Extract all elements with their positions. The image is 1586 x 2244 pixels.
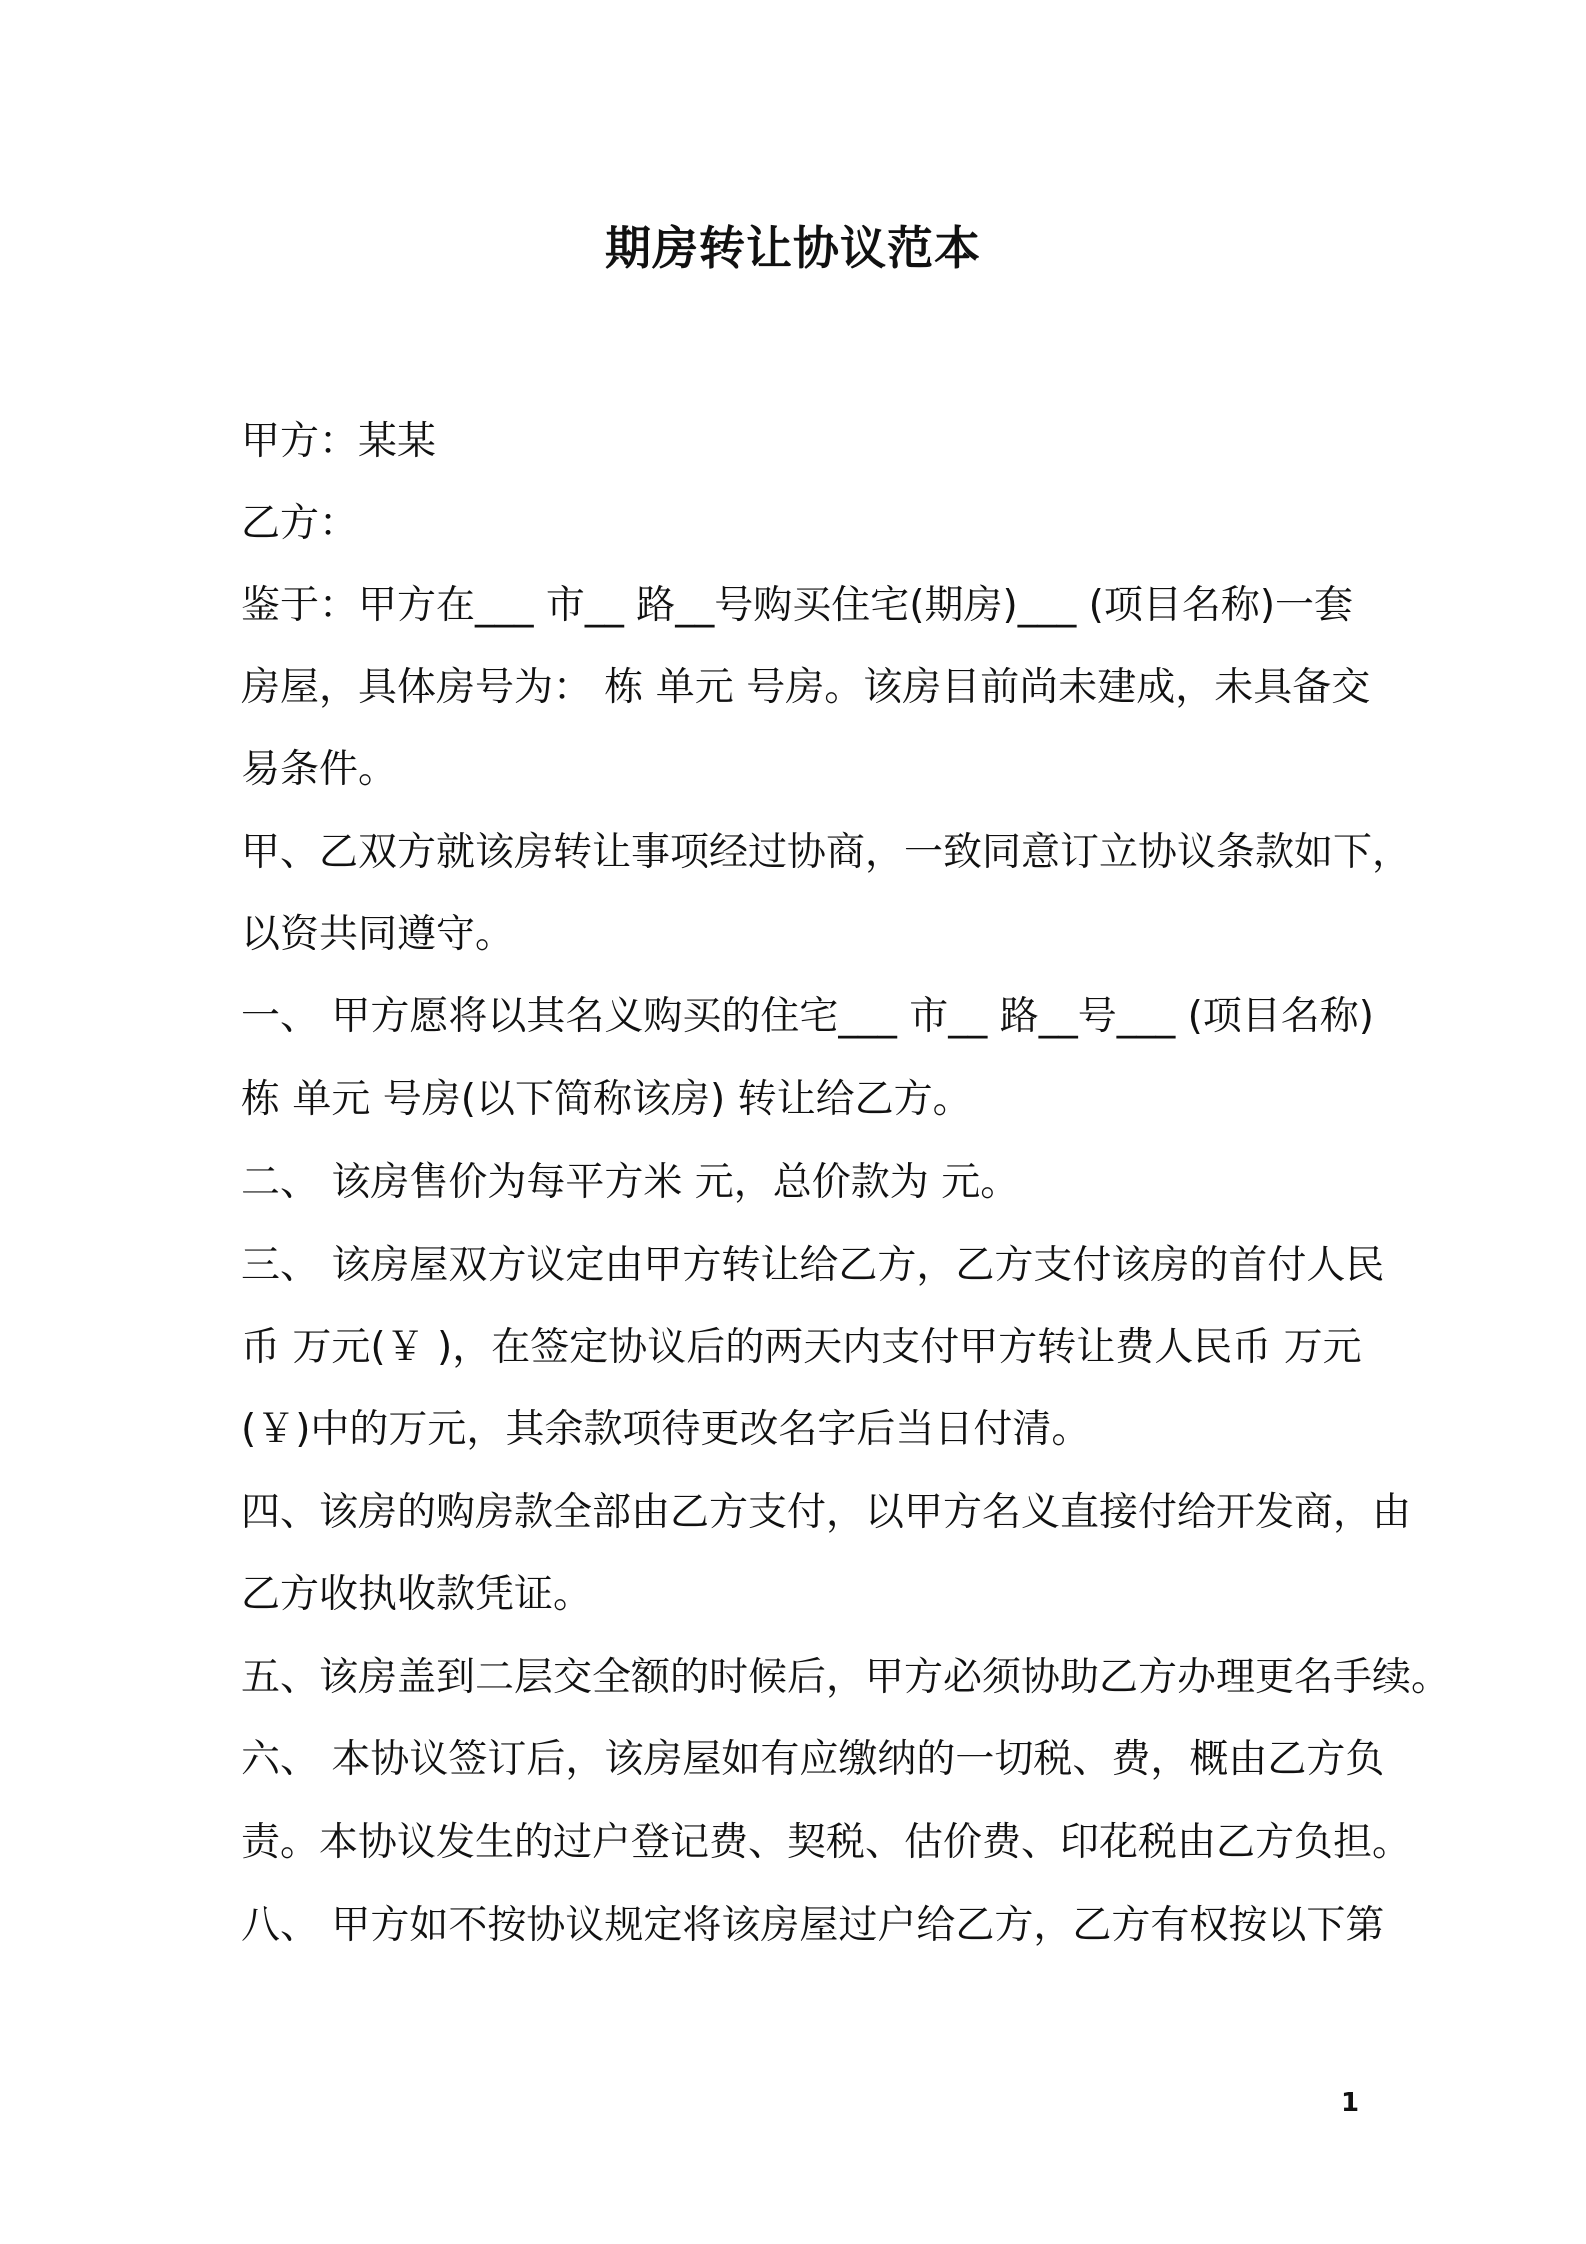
page-number: 1 xyxy=(1340,2088,1360,2118)
clause-1-line-2: 栋 单元 号房(以下简称该房) 转让给乙方。 xyxy=(241,1077,972,1122)
clause-4-line-1: 四、该房的购房款全部由乙方支付，以甲方名义直接付给开发商，由 xyxy=(241,1490,1412,1535)
party-a-line: 甲方：某某 xyxy=(241,419,437,464)
clause-3-line-3: (￥)中的万元，其余款项待更改名字后当日付清。 xyxy=(241,1407,1091,1452)
clause-5-line: 五、该房盖到二层交全额的时候后，甲方必须协助乙方办理更名手续。 xyxy=(241,1655,1451,1700)
agreement-line-1: 甲、乙双方就该房转让事项经过协商，一致同意订立协议条款如下， xyxy=(241,830,1412,875)
clause-6-line-2: 责。本协议发生的过户登记费、契税、估价费、印花税由乙方负担。 xyxy=(241,1820,1412,1865)
document-title: 期房转让协议范本 xyxy=(605,221,981,275)
agreement-line-2: 以资共同遵守。 xyxy=(241,912,515,957)
recital-line-3: 易条件。 xyxy=(241,747,398,792)
clause-1-line-1: 一、 甲方愿将以其名义购买的住宅___ 市__ 路__号___ (项目名称) xyxy=(241,994,1375,1039)
clause-8-line-1: 八、 甲方如不按协议规定将该房屋过户给乙方，乙方有权按以下第 xyxy=(241,1903,1385,1948)
clause-3-line-2: 币 万元(￥ )，在签定协议后的两天内支付甲方转让费人民币 万元 xyxy=(241,1325,1362,1370)
party-b-line: 乙方： xyxy=(241,501,359,546)
recital-line-2: 房屋，具体房号为： 栋 单元 号房。该房目前尚未建成，未具备交 xyxy=(241,665,1371,710)
clause-2-line: 二、 该房售价为每平方米 元，总价款为 元。 xyxy=(241,1160,1020,1205)
recital-line-1: 鉴于：甲方在___ 市__ 路__号购买住宅(期房)___ (项目名称)一套 xyxy=(241,583,1354,628)
clause-3-line-1: 三、 该房屋双方议定由甲方转让给乙方，乙方支付该房的首付人民 xyxy=(241,1243,1385,1288)
clause-4-line-2: 乙方收执收款凭证。 xyxy=(241,1572,593,1617)
clause-6-line-1: 六、 本协议签订后，该房屋如有应缴纳的一切税、费，概由乙方负 xyxy=(241,1737,1385,1782)
